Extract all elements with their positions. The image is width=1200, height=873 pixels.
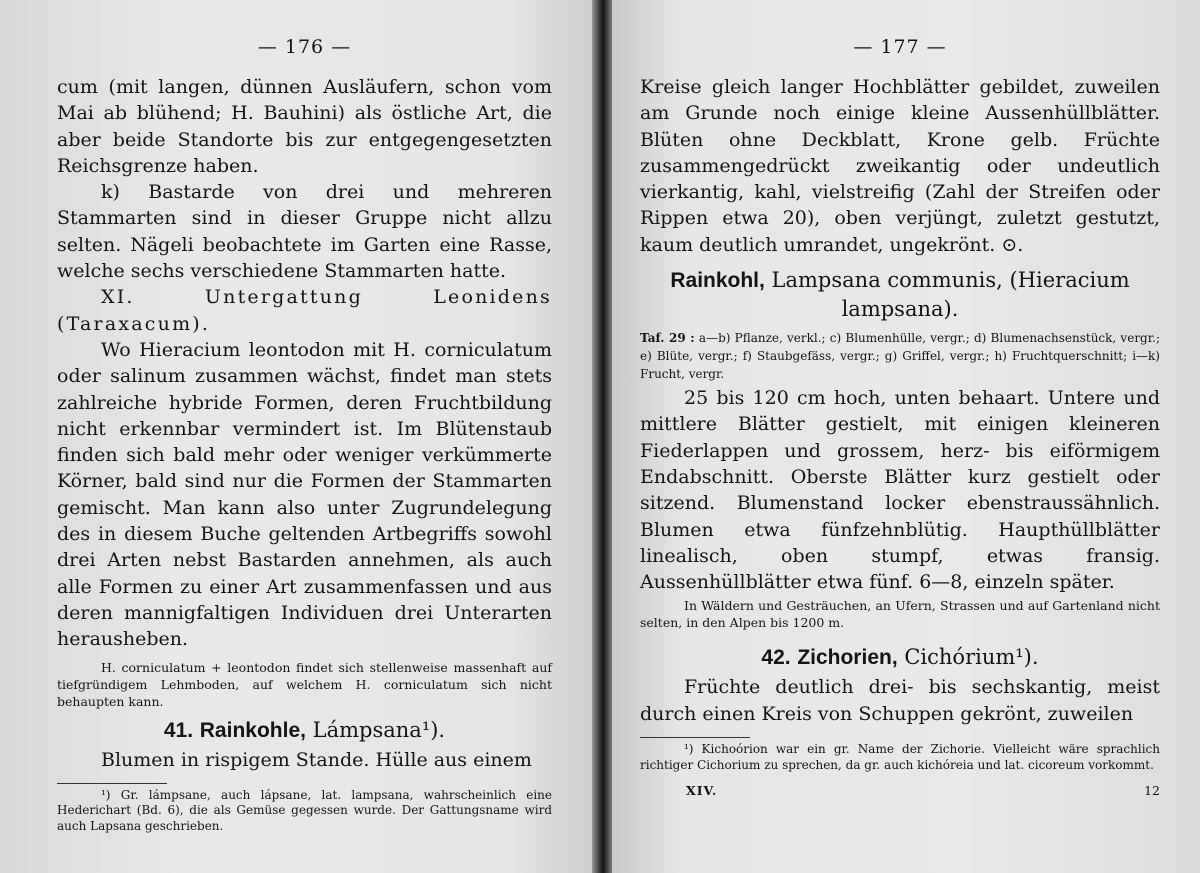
- sheet-number: 12: [1144, 783, 1160, 799]
- footnote-right: ¹) Kichoórion war ein gr. Name der Zichorie. Vielleicht wäre sprachlich richtiger Cichorium zu sprechen, da gr. auch kichóreia und lat. cicoreum vorkommt.: [640, 742, 1160, 772]
- heading-number: 42.: [761, 646, 791, 670]
- heading-name: Zichorien,: [797, 646, 898, 670]
- paragraph-blumen: Blumen in rispigem Stande. Hülle aus einem: [101, 748, 532, 771]
- heading-latin: Lámpsana¹).: [312, 717, 446, 742]
- paragraph-description: 25 bis 120 cm hoch, unten behaart. Untere und mittlere Blätter gestielt, mit einigen kleineren Fiederlappen und grossem, herz- bis eiförmigem Endabschnitt. Oberste Blätter kurz gestielt oder sitzend. Blumenstand locker ebenstraussähnlich. Blumen etwa fünfzehnblütig. Haupthüllblätter linealisch, oben stumpf, etwas fransig. Aussenhüllblätter etwa fünf. 6—8, einzeln später.: [640, 387, 1160, 594]
- page-number-176: — 176 —: [257, 36, 352, 58]
- subgenus-heading: XI. Untergattung Leonidens (Taraxacum).: [57, 286, 552, 335]
- signature-line: [640, 783, 1160, 801]
- plate-text: a—b) Pflanze, verkl.; c) Blumenhülle, vergr.; d) Blumenachsenstück, vergr.; e) Blüte, vergr.; f) Staubgefäss, vergr.; g) Griffel, vergr.; h) Fruchtquerschnitt; i—k) Frucht, vergr.: [640, 331, 1161, 382]
- right-page: [612, 0, 1200, 873]
- page-number-177: — 177 —: [853, 36, 947, 58]
- paragraph-continuation: cum (mit langen, dünnen Ausläufern, schon vom Mai ab blühend; H. Bauhini) als östliche Art, die aber beide Standorte bis zur entgegengesetzten Reichsgrenze haben.: [57, 76, 552, 177]
- paragraph-hybrids: Wo Hieracium leontodon mit H. corniculatum oder salinum zusammen wächst, findet man stets zahlreiche hybride Formen, deren Fruchtbildung nicht erkennbar vermindert ist. Im Blütenstaub finden sich bald mehr oder weniger verkümmerte Körner, bald sind nur die Formen der Stammarten gemischt. Man kann also unter Zugrundelegung des in diesem Buche geltenden Artbegriffs sowohl drei Arten nebst Bastarden annehmen, als auch alle Formen zu einer Art zusammenfassen und aus deren mannigfaltigen Individuen drei Unterarten herausheben.: [57, 338, 552, 651]
- genus-heading-42: [640, 643, 1160, 672]
- genus-heading-41: [57, 716, 552, 745]
- small-print-note: H. corniculatum + leontodon findet sich stellenweise massenhaft auf tiefgründigem Lehmboden, auf welchem H. corniculatum sich nicht behaupten kann.: [57, 659, 552, 709]
- species-heading: [640, 266, 1160, 323]
- heading-latin: Cichórium¹).: [904, 645, 1039, 670]
- paragraph-hochblaetter: Kreise gleich langer Hochblätter gebildet, zuweilen am Grunde noch einige kleine Aussenhüllblätter. Blüten ohne Deckblatt, Krone gelb. Früchte zusammengedrückt zweikantig oder undeutlich vierkantig, kahl, vielstreifig (Zahl der Streifen oder Rippen etwa 20), oben verjüngt, zuletzt gestutzt, kaum deutlich umrandet, ungekrönt. ⊙.: [640, 76, 1160, 256]
- habitat-note: In Wäldern und Gesträuchen, an Ufern, Strassen und auf Gartenland nicht selten, in den Alpen bis 1200 m.: [640, 598, 1160, 631]
- signature-mark: XIV.: [686, 783, 718, 799]
- footnote-divider: [640, 737, 750, 738]
- paragraph-fruechte: Früchte deutlich drei- bis sechskantig, meist durch einen Kreis von Schuppen gekrönt, zuweilen: [640, 676, 1160, 725]
- footnote-divider: [57, 783, 167, 784]
- paragraph-bastarde: k) Bastarde von drei und mehreren Stammarten sind in dieser Gruppe nicht allzu selten. Nägeli beobachtete im Garten eine Rasse, welche sechs verschiedene Stammarten hatte.: [57, 181, 552, 283]
- footnote-left: ¹) Gr. lámpsane, auch lápsane, lat. lampsana, wahrscheinlich eine Hederichart (Bd. 6), die als Gemüse gegessen wurde. Der Gattungsname wird auch Lapsana geschrieben.: [57, 787, 552, 833]
- species-latin: Lampsana communis, (Hieracium lampsana).: [771, 268, 1130, 322]
- heading-number: 41.: [163, 718, 194, 742]
- book-gutter: [592, 0, 612, 873]
- left-page: [0, 0, 592, 873]
- heading-name: Rainkohle,: [199, 718, 306, 742]
- plate-caption: [640, 329, 1160, 383]
- species-name: Rainkohl,: [670, 269, 765, 293]
- plate-label: Taf. 29 :: [640, 331, 695, 346]
